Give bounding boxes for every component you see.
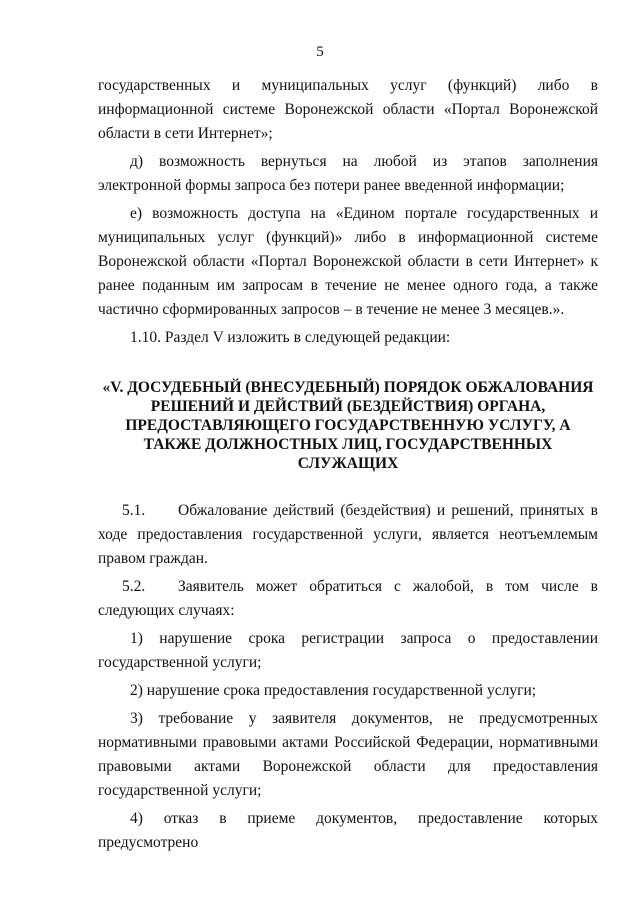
paragraph-item-1: 1) нарушение срока регистрации запроса о предоставлении государственной услуги;: [98, 630, 598, 671]
paragraph-5-2: [98, 575, 598, 623]
paragraph-item-e: е) возможность доступа на «Едином портале государственных и муниципальных услуг (функций)» либо в информационной системе Воронежской области «Портал Воронежской области в сети Интернет» к ранее поданным им запросам в течение не менее одного года, а также частично сформированных запросов – в течение не менее 3 месяцев.».: [98, 205, 598, 318]
paragraph-item-d: д) возможность вернуться на любой из этапов заполнения электронной формы запроса без потери ранее введенной информации;: [98, 153, 598, 194]
paragraph-5-1: [98, 499, 598, 571]
paragraph-item-4: 4) отказ в приеме документов, предоставление которых предусмотрено: [98, 810, 598, 851]
page-number: 5: [316, 44, 324, 60]
paragraph-item-2: 2) нарушение срока предоставления государственной услуги;: [130, 682, 537, 699]
section-heading: «V. ДОСУДЕБНЫЙ (ВНЕСУДЕБНЫЙ) ПОРЯДОК ОБЖАЛОВАНИЯ РЕШЕНИЙ И ДЕЙСТВИЙ (БЕЗДЕЙСТВИЯ) ОРГАНА, ПРЕДОСТАВЛЯЮЩЕГО ГОСУДАРСТВЕННУЮ УСЛУГУ, А ТАКЖЕ ДОЛЖНОСТНЫХ ЛИЦ, ГОСУДАРСТВЕННЫХ СЛУЖАЩИХ: [102, 379, 594, 472]
paragraph-item-3: 3) требование у заявителя документов, не предусмотренных нормативными правовыми актами Российской Федерации, нормативными правовыми актами Воронежской области для предоставления государственной услуги;: [98, 710, 598, 799]
paragraph-text: Обжалование действий (бездействия) и решений, принятых в ходе предоставления государственной услуги, является неотъемлемым правом граждан.: [98, 502, 598, 567]
paragraph-continuation: государственных и муниципальных услуг (функций) либо в информационной системе Воронежской области «Портал Воронежской области в сети Интернет»;: [98, 77, 598, 142]
paragraph-number: 5.1.: [122, 502, 146, 519]
paragraph-1-10: 1.10. Раздел V изложить в следующей редакции:: [130, 329, 451, 346]
paragraph-number: 5.2.: [122, 578, 146, 595]
document-body: [98, 74, 598, 859]
paragraph-text: Заявитель может обратиться с жалобой, в том числе в следующих случаях:: [98, 578, 598, 619]
